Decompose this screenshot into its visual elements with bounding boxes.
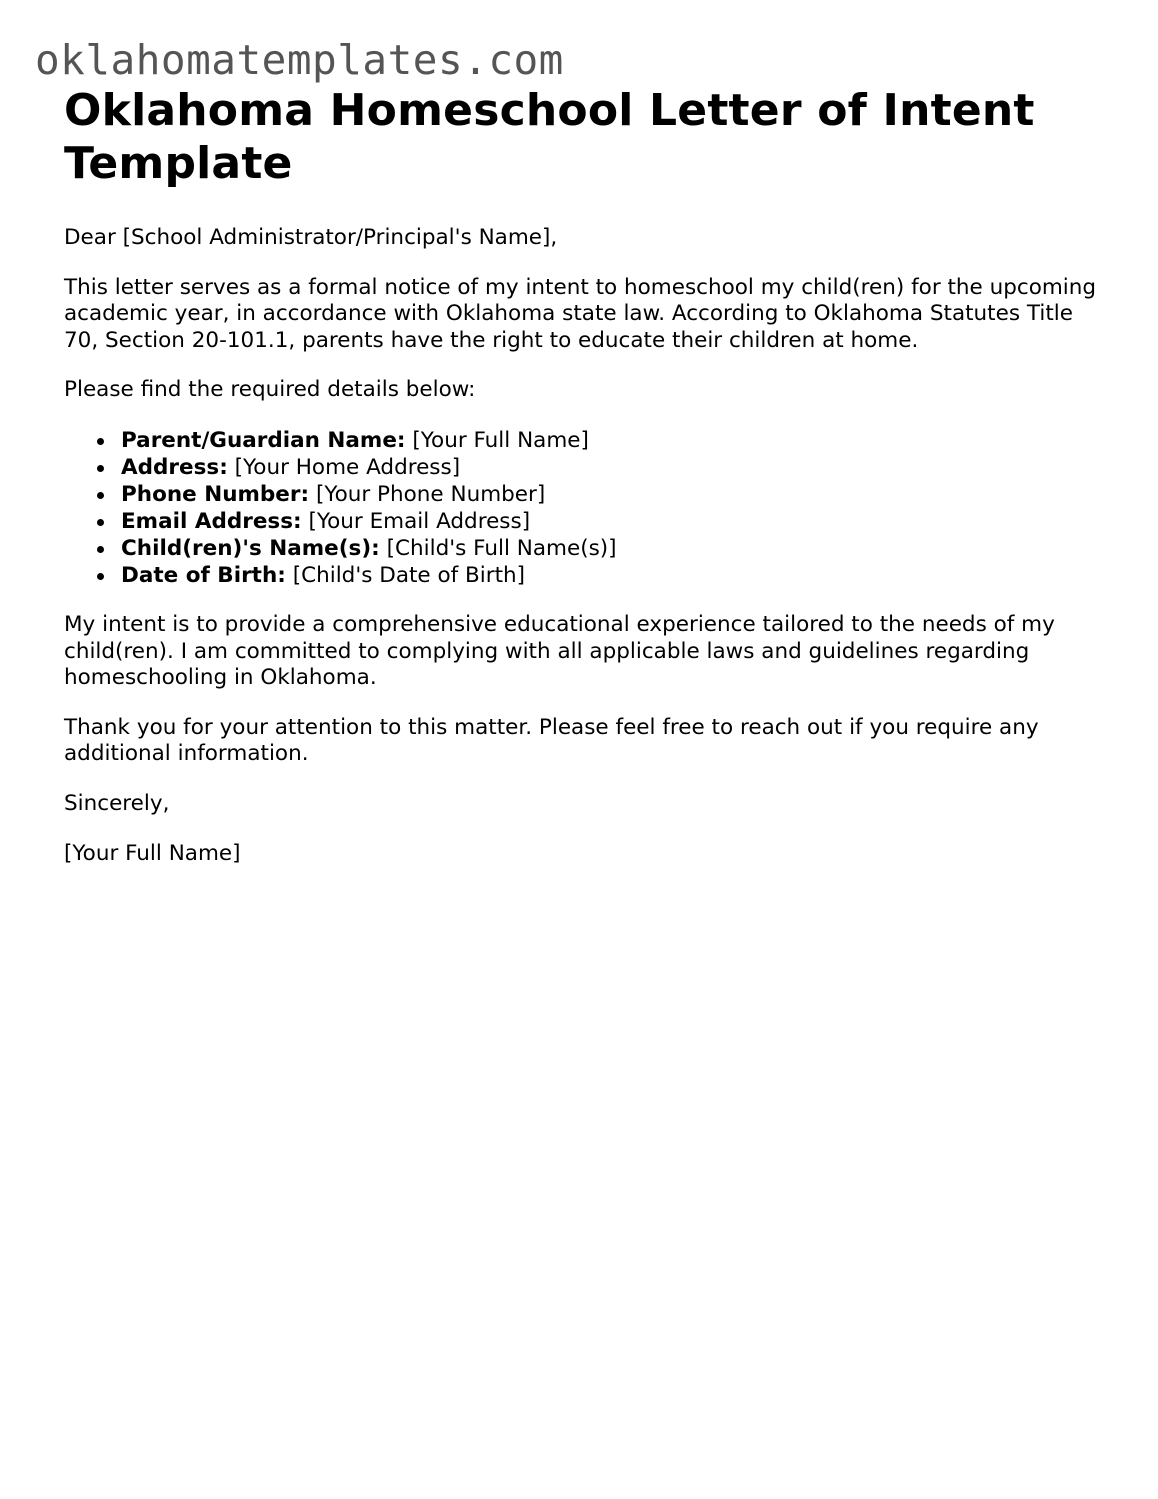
detail-value: [Your Home Address] [234, 454, 461, 480]
salutation: Dear [School Administrator/Principal's Name], [64, 225, 558, 250]
detail-item-parent-name [121, 427, 1104, 454]
detail-value: [Your Phone Number] [315, 481, 546, 507]
detail-value: [Your Email Address] [308, 508, 531, 534]
detail-label: Child(ren)'s Name(s): [121, 535, 380, 561]
details-intro: Please find the required details below: [64, 377, 476, 403]
detail-label: Date of Birth: [121, 562, 286, 588]
site-watermark: oklahomatemplates.com [35, 36, 564, 84]
closing: Sincerely, [64, 790, 170, 816]
detail-value: [Your Full Name] [412, 427, 589, 453]
detail-label: Email Address: [121, 508, 302, 534]
thanks-paragraph: Thank you for your attention to this matter. Please feel free to reach out if you require any additional information. [64, 714, 1039, 767]
detail-item-phone [121, 481, 1104, 508]
intro-paragraph: This letter serves as a formal notice of my intent to homeschool my child(ren) for the upcoming academic year, in accordance with Oklahoma state law. According to Oklahoma Statutes Title 70, Section 20-101.1, parents have the right to educate their children at home. [64, 274, 1097, 353]
letter-page [64, 84, 1104, 867]
detail-value: [Child's Date of Birth] [292, 562, 526, 588]
detail-item-date-of-birth [121, 562, 1104, 589]
details-list [64, 427, 1104, 589]
detail-value: [Child's Full Name(s)] [386, 535, 617, 561]
detail-item-email [121, 508, 1104, 535]
signature-name: [Your Full Name] [64, 840, 241, 866]
detail-item-child-names [121, 535, 1104, 562]
detail-label: Parent/Guardian Name: [121, 427, 406, 453]
detail-label: Address: [121, 454, 228, 480]
commitment-paragraph: My intent is to provide a comprehensive educational experience tailored to the needs of my child(ren). I am committed to complying with all applicable laws and guidelines regarding homeschooling in Oklahoma. [64, 611, 1055, 691]
detail-item-address [121, 454, 1104, 481]
detail-label: Phone Number: [121, 481, 310, 507]
page-title: Oklahoma Homeschool Letter of Intent Template [64, 85, 1035, 189]
